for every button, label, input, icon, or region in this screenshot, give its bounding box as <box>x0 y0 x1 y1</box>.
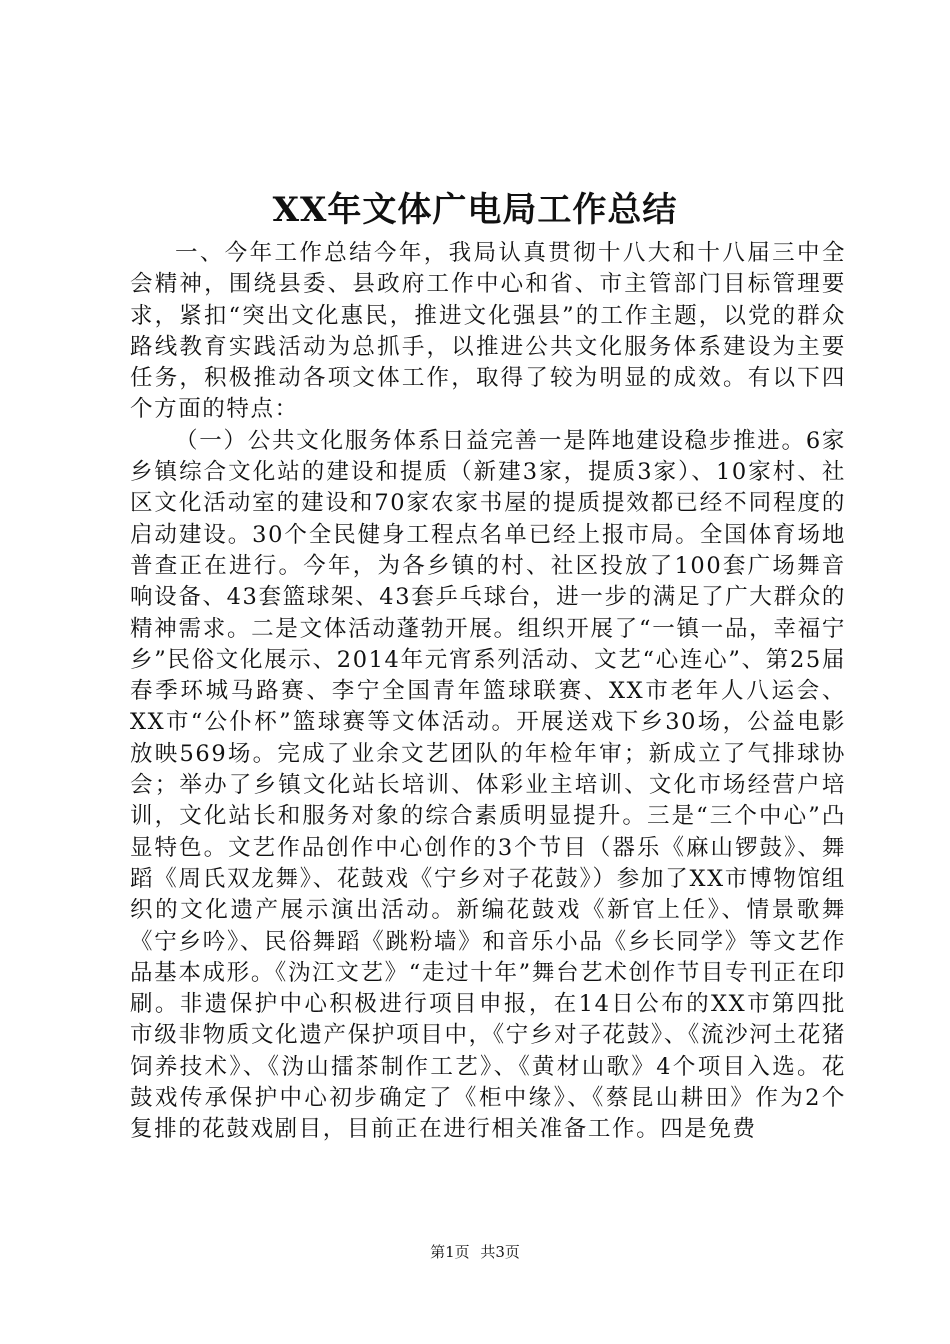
page-total: 共3页 <box>480 1243 520 1261</box>
document-body <box>130 238 846 1146</box>
page-footer <box>0 1240 950 1264</box>
page-number: 第1页 <box>430 1243 470 1261</box>
paragraph-public-culture-service: （一）公共文化服务体系日益完善一是阵地建设稳步推进。6家乡镇综合文化站的建设和提质（新建3家，提质3家）、10家村、社区文化活动室的建设和70家农家书屋的提质提效都已经不同程度的启动建设。30个全民健身工程点名单已经上报市局。全国体育场地普查正在进行。今年，为各乡镇的村、社区投放了100套广场舞音响设备、43套篮球架、43套乒乓球台，进一步的满足了广大群众的精神需求。二是文体活动蓬勃开展。组织开展了“一镇一品，幸福宁乡”民俗文化展示、2014年元宵系列活动、文艺“心连心”、第25届春季环城马路赛、李宁全国青年篮球联赛、XX市老年人八运会、XX市“公仆杯”篮球赛等文体活动。开展送戏下乡30场，公益电影放映569场。完成了业余文艺团队的年检年审；新成立了气排球协会；举办了乡镇文化站长培训、体彩业主培训、文化市场经营户培训，文化站长和服务对象的综合素质明显提升。三是“三个中心”凸显特色。文艺作品创作中心创作的3个节目（器乐《麻山锣鼓》、舞蹈《周氏双龙舞》、花鼓戏《宁乡对子花鼓》）参加了XX市博物馆组织的文化遗产展示演出活动。新编花鼓戏《新官上任》、情景歌舞《宁乡吟》、民俗舞蹈《跳粉墙》和音乐小品《乡长同学》等文艺作品基本成形。《沩江文艺》“走过十年”舞台艺术创作节目专刊正在印刷。非遗保护中心积极进行项目申报，在14日公布的XX市第四批市级非物质文化遗产保护项目中，《宁乡对子花鼓》、《流沙河土花猪饲养技术》、《沩山擂茶制作工艺》、《黄材山歌》4个项目入选。花鼓戏传承保护中心初步确定了《柜中缘》、《蔡昆山耕田》作为2个复排的花鼓戏剧目，目前正在进行相关准备工作。四是免费 <box>130 427 846 1143</box>
document-title: XX年文体广电局工作总结 <box>272 190 678 230</box>
paragraph-summary-intro: 一、今年工作总结今年，我局认真贯彻十八大和十八届三中全会精神，围绕县委、县政府工作中心和省、市主管部门目标管理要求，紧扣“突出文化惠民，推进文化强县”的工作主题，以党的群众路线教育实践活动为总抓手，以推进公共文化服务体系建设为主要任务，积极推动各项文体工作，取得了较为明显的成效。有以下四个方面的特点： <box>130 240 846 423</box>
